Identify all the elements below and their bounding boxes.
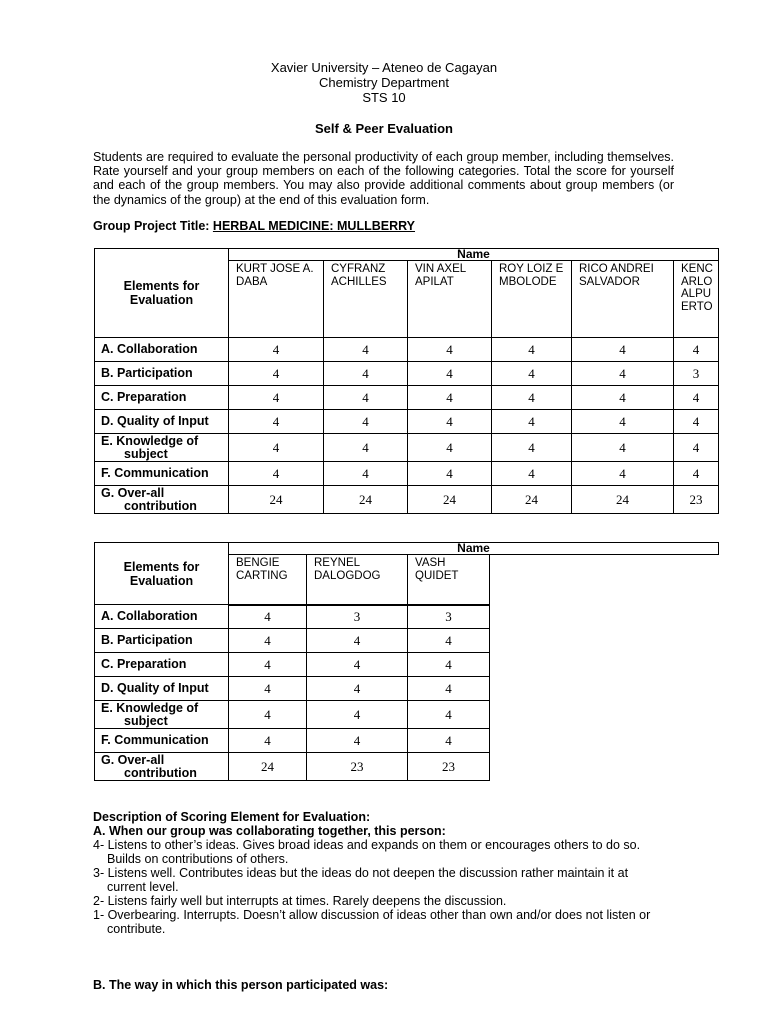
score-cell: 4 bbox=[324, 410, 408, 434]
score-cell: 4 bbox=[674, 462, 719, 486]
score-cell: 4 bbox=[572, 434, 674, 462]
score-cell: 4 bbox=[307, 701, 408, 729]
score-cell: 4 bbox=[492, 462, 572, 486]
table-row bbox=[95, 338, 719, 362]
score-cell: 24 bbox=[229, 753, 307, 781]
project-title-value: HERBAL MEDICINE: MULLBERRY bbox=[212, 219, 416, 233]
score-cell: 4 bbox=[572, 410, 674, 434]
table-row bbox=[95, 434, 719, 462]
department-name: Chemistry Department bbox=[318, 75, 450, 90]
score-cell: 4 bbox=[492, 362, 572, 386]
score-cell: 4 bbox=[307, 729, 408, 753]
score-cell: 3 bbox=[408, 605, 490, 629]
score-cell: 4 bbox=[492, 434, 572, 462]
element-label-line2: subject bbox=[124, 713, 168, 728]
member-name: KURT JOSE A. DABA bbox=[229, 261, 324, 338]
scoring-item bbox=[93, 866, 693, 894]
element-label: C. Preparation bbox=[95, 653, 229, 677]
table-row bbox=[95, 362, 719, 386]
scoring-item-line2: contribute. bbox=[107, 922, 166, 936]
score-cell: 4 bbox=[229, 729, 307, 753]
score-cell: 4 bbox=[572, 462, 674, 486]
scoring-item-line2: Builds on contributions of others. bbox=[107, 852, 289, 866]
table-row bbox=[95, 386, 719, 410]
score-cell: 4 bbox=[229, 605, 307, 629]
scoring-description bbox=[93, 810, 693, 936]
score-cell: 4 bbox=[324, 362, 408, 386]
scoring-item-line1: 2- Listens fairly well but interrupts at times. Rarely deepens the discussion. bbox=[93, 894, 507, 908]
section-a-heading: A. When our group was collaborating together, this person: bbox=[93, 824, 446, 838]
element-label: A. Collaboration bbox=[95, 605, 229, 629]
scoring-item-line2: current level. bbox=[107, 880, 179, 894]
score-cell: 4 bbox=[307, 653, 408, 677]
score-cell: 4 bbox=[229, 462, 324, 486]
instructions-paragraph: Students are required to evaluate the personal productivity of each group member, including themselves. Rate yourself and your group members on each of the following categories. Total the score for yourself and each of the group members. You may also provide additional comments about group members (or the dynamics of the group) at the end of this evaluation form. bbox=[93, 150, 674, 207]
score-cell: 24 bbox=[408, 486, 492, 514]
scoring-item bbox=[93, 838, 693, 866]
score-cell: 4 bbox=[674, 338, 719, 362]
course-code: STS 10 bbox=[362, 90, 406, 105]
element-label: B. Participation bbox=[95, 362, 229, 386]
description-heading: Description of Scoring Element for Evaluation: bbox=[93, 810, 371, 824]
score-cell: 4 bbox=[408, 629, 490, 653]
scoring-item-line1: 1- Overbearing. Interrupts. Doesn’t allow discussion of ideas other than own and/or does not listen or bbox=[93, 908, 651, 922]
table-row bbox=[95, 462, 719, 486]
member-name: BENGIE CARTING bbox=[229, 555, 307, 605]
score-cell: 23 bbox=[674, 486, 719, 514]
score-cell: 4 bbox=[408, 729, 490, 753]
element-label-line2: subject bbox=[124, 446, 168, 461]
score-cell: 4 bbox=[229, 338, 324, 362]
score-cell: 4 bbox=[408, 386, 492, 410]
score-cell: 4 bbox=[307, 629, 408, 653]
score-cell: 4 bbox=[492, 386, 572, 410]
score-cell: 4 bbox=[229, 701, 307, 729]
project-title-label: Group Project Title: bbox=[93, 219, 213, 233]
evaluation-table-2 bbox=[94, 542, 719, 781]
score-cell: 4 bbox=[408, 701, 490, 729]
score-cell: 4 bbox=[307, 677, 408, 701]
table-row bbox=[95, 486, 719, 514]
element-label-line2: contribution bbox=[124, 498, 197, 513]
score-cell: 4 bbox=[229, 410, 324, 434]
score-cell: 4 bbox=[229, 434, 324, 462]
member-name: CYFRANZ ACHILLES bbox=[324, 261, 408, 338]
project-title-line bbox=[93, 219, 415, 233]
score-cell: 4 bbox=[324, 386, 408, 410]
score-cell: 23 bbox=[408, 753, 490, 781]
element-label-line2: contribution bbox=[124, 765, 197, 780]
element-label: D. Quality of Input bbox=[95, 410, 229, 434]
score-cell: 4 bbox=[408, 362, 492, 386]
score-cell: 4 bbox=[492, 410, 572, 434]
element-label-line1: E. Knowledge of bbox=[101, 434, 199, 448]
score-cell: 4 bbox=[408, 462, 492, 486]
form-title: Self & Peer Evaluation bbox=[315, 121, 453, 136]
score-cell: 4 bbox=[408, 338, 492, 362]
score-cell: 3 bbox=[674, 362, 719, 386]
scoring-item bbox=[93, 894, 693, 908]
scoring-item-line1: 4- Listens to other’s ideas. Gives broad ideas and expands on them or encourages others to do so. bbox=[93, 838, 641, 852]
university-name: Xavier University – Ateneo de Cagayan bbox=[270, 60, 498, 75]
name-header: Name bbox=[229, 543, 719, 555]
score-cell: 4 bbox=[324, 434, 408, 462]
score-cell: 24 bbox=[572, 486, 674, 514]
score-cell: 4 bbox=[674, 434, 719, 462]
element-label bbox=[95, 701, 229, 729]
element-label bbox=[95, 434, 229, 462]
member-name: RICO ANDREI SALVADOR bbox=[572, 261, 674, 338]
score-cell: 23 bbox=[307, 753, 408, 781]
score-cell: 4 bbox=[572, 386, 674, 410]
score-cell: 4 bbox=[674, 386, 719, 410]
element-label: B. Participation bbox=[95, 629, 229, 653]
score-cell: 4 bbox=[408, 410, 492, 434]
section-b-heading: B. The way in which this person participated was: bbox=[93, 978, 389, 992]
element-label bbox=[95, 753, 229, 781]
score-cell: 4 bbox=[229, 386, 324, 410]
element-label: C. Preparation bbox=[95, 386, 229, 410]
score-cell: 24 bbox=[229, 486, 324, 514]
element-label: D. Quality of Input bbox=[95, 677, 229, 701]
element-label: A. Collaboration bbox=[95, 338, 229, 362]
element-label bbox=[95, 486, 229, 514]
score-cell: 4 bbox=[229, 653, 307, 677]
score-cell: 4 bbox=[324, 462, 408, 486]
score-cell: 24 bbox=[492, 486, 572, 514]
element-label: F. Communication bbox=[95, 462, 229, 486]
element-label-line1: G. Over-all bbox=[101, 753, 165, 767]
scoring-item bbox=[93, 908, 693, 936]
score-cell: 4 bbox=[229, 677, 307, 701]
score-cell: 4 bbox=[324, 338, 408, 362]
member-name: KENCARLO ALPUERTO bbox=[674, 261, 719, 338]
score-cell: 4 bbox=[408, 677, 490, 701]
evaluation-table-1 bbox=[94, 248, 719, 514]
table-row bbox=[95, 410, 719, 434]
name-header: Name bbox=[229, 249, 719, 261]
score-cell: 4 bbox=[408, 434, 492, 462]
element-label: F. Communication bbox=[95, 729, 229, 753]
score-cell: 3 bbox=[307, 605, 408, 629]
score-cell: 4 bbox=[572, 362, 674, 386]
element-label-line1: E. Knowledge of bbox=[101, 701, 199, 715]
score-cell: 4 bbox=[674, 410, 719, 434]
elements-header: Elements for Evaluation bbox=[95, 543, 229, 605]
score-cell: 24 bbox=[324, 486, 408, 514]
elements-header: Elements for Evaluation bbox=[95, 249, 229, 338]
score-cell: 4 bbox=[229, 629, 307, 653]
member-name: REYNEL DALOGDOG bbox=[307, 555, 408, 605]
score-cell: 4 bbox=[492, 338, 572, 362]
member-name: ROY LOIZ EMBOLODE bbox=[492, 261, 572, 338]
score-cell: 4 bbox=[229, 362, 324, 386]
scoring-item-line1: 3- Listens well. Contributes ideas but the ideas do not deepen the discussion rather maintain it at bbox=[93, 866, 629, 880]
blank-area bbox=[490, 555, 719, 781]
element-label-line1: G. Over-all bbox=[101, 486, 165, 500]
member-name: VASH QUIDET bbox=[408, 555, 490, 605]
member-name: VIN AXEL APILAT bbox=[408, 261, 492, 338]
score-cell: 4 bbox=[408, 653, 490, 677]
score-cell: 4 bbox=[572, 338, 674, 362]
